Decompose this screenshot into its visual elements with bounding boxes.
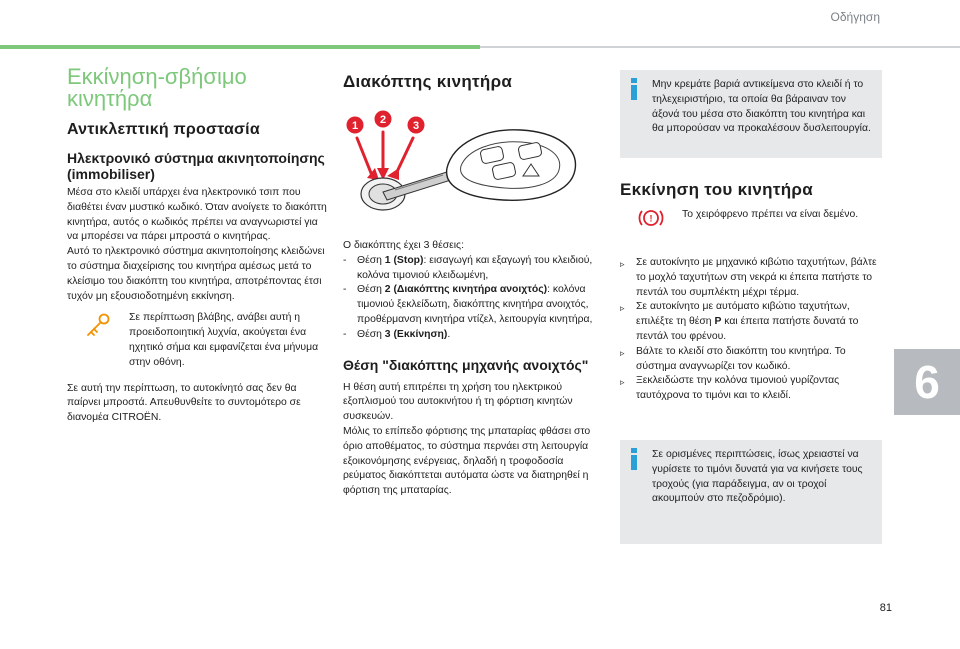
- key-fob: [447, 130, 576, 200]
- fault-note: [67, 311, 329, 370]
- positions-intro: Ο διακόπτης έχει 3 θέσεις:: [343, 240, 464, 251]
- info-icon: [630, 448, 652, 536]
- position-label: 3 (Εκκίνηση): [384, 328, 448, 340]
- info-box-wheels-container: [620, 440, 882, 544]
- callout-2-label: 2: [379, 114, 387, 126]
- bullet-arrow-icon: ▹: [620, 259, 625, 269]
- list-item: [343, 254, 605, 284]
- list-item: [620, 345, 882, 375]
- step-text: Σε αυτοκίνητο με αυτόματο κιβώτιο ταχυτήτων, επιλέξτε τη θέση P και έπειτα πατήστε δυνατά το πεντάλ του φρένου.: [636, 301, 859, 342]
- ignition-positions: [343, 239, 605, 499]
- ignition-switch-heading: Διακόπτης κινητήρα: [343, 72, 513, 91]
- antitheft-heading: Αντικλεπτική προστασία: [67, 121, 260, 138]
- list-dash: -: [343, 284, 347, 296]
- position-label: 1 (Stop): [384, 254, 424, 266]
- list-item: [620, 374, 882, 404]
- accessory-position-heading: Θέση "διακόπτης μηχανής ανοιχτός": [343, 356, 589, 373]
- list-item: [620, 256, 882, 300]
- immobiliser-paragraph-2: Αυτό το ηλεκτρονικό σύστημα ακινητοποίησης κλειδώνει το σύστημα διαχείρισης του κινητήρα αμέσως μετά το κλείσιμο του διακόπτη του κινητήρα, αποτρέποντας έτσι τυχόν μη εξουσιοδοτημένη εκκίνηση.: [67, 246, 325, 302]
- header-accent-bar: [0, 45, 480, 49]
- column-ignition-heading: [343, 66, 605, 92]
- gear-position-letter: P: [714, 316, 722, 328]
- list-item: [620, 300, 882, 344]
- callout-3: [408, 117, 425, 134]
- engine-start-heading: Εκκίνηση του κινητήρα: [620, 180, 813, 199]
- section-name: Οδήγηση: [830, 10, 880, 24]
- info-icon: [630, 78, 652, 150]
- position-description: : κολόνα τιμονιού ξεκλείδωτη, διακόπτης κινητήρα ανοιχτός, προθέρμανση κινητήρα ντίζελ, λειτουργία κινητήρα,: [357, 284, 593, 325]
- accessory-paragraph-2: Μόλις το επίπεδο φόρτισης της μπαταρίας φθάσει στο όριο αποθέματος, το σύστημα περνάει στη λειτουργία εξοικονόμησης ενέργειας, δηλαδή η τροφοδοσία ρεύματος διακόπτεται αυτόματα ώστε να διατηρηθεί η φόρτιση της μπαταρίας.: [343, 425, 591, 497]
- list-item: [343, 328, 605, 343]
- immobiliser-paragraph-1: Μέσα στο κλειδί υπάρχει ένα ηλεκτρονικό τσιπ που διαθέτει έναν μυστικό κωδικό. Όταν ανοίγετε το διακόπτη κινητήρα, αυτός ο κωδικός πρέπει να αναγνωριστεί για να μπορέσει να πάρει μπροστά ο κινητήρας.: [67, 187, 327, 243]
- bullet-arrow-icon: ▹: [620, 303, 625, 314]
- column-starting: [620, 70, 882, 404]
- column-antitheft: [67, 66, 329, 426]
- start-steps: [620, 256, 882, 404]
- step-text: Ξεκλειδώστε την κολόνα τιμονιού γυρίζοντας ταυτόχρονα το τιμόνι και το κλειδί.: [636, 375, 840, 402]
- info-text-wheels: Σε ορισμένες περιπτώσεις, ίσως χρειαστεί να γυρίσετε το τιμόνι δυνατά για να κινήσετε τους τροχούς (για παράδειγμα, αν οι τροχοί ακουμπούν στο πεζοδρόμιο).: [652, 449, 863, 505]
- position-prefix: Θέση: [357, 284, 385, 296]
- svg-text:!: !: [649, 213, 653, 224]
- callout-1-label: 1: [351, 120, 359, 132]
- step-text: Βάλτε το κλειδί στο διακόπτη του κινητήρα. Το σύστημα αναγνωρίζει τον κωδικό.: [636, 345, 846, 372]
- positions-list: [343, 254, 605, 343]
- callout-3-label: 3: [412, 120, 420, 132]
- ignition-key-diagram: [343, 108, 605, 220]
- fault-note-text: Σε περίπτωση βλάβης, ανάβει αυτή η προειδοποιητική λυχνία, ακούγεται ένα ηχητικό σήμα και εμφανίζεται ένα μήνυμα στην οθόνη.: [129, 312, 319, 368]
- accessory-paragraph-1: Η θέση αυτή επιτρέπει τη χρήση του ηλεκτρικού εξοπλισμού του αυτοκινήτου ή τη φόρτιση κινητών συσκευών.: [343, 381, 573, 423]
- callout-2: [375, 111, 392, 128]
- bullet-arrow-icon: ▹: [620, 347, 625, 358]
- info-box-heavy-objects: [620, 70, 882, 158]
- chapter-tab: [894, 349, 960, 415]
- step-text: Σε αυτοκίνητο με μηχανικό κιβώτιο ταχυτήτων, βάλτε το μοχλό ταχυτήτων στη νεκρά κι έπειτα πατήστε το πεντάλ του συμπλέκτη μέχρι τέρμα.: [636, 257, 877, 298]
- callout-1: [347, 117, 364, 134]
- chapter-number: 6: [914, 356, 940, 408]
- handbrake-note: [620, 208, 882, 228]
- immobiliser-paragraph-3: Σε αυτή την περίπτωση, το αυτοκίνητό σας δεν θα παίρνει μπροστά. Απευθυνθείτε το συντομότερο σε διανομέα CITROËN.: [67, 382, 301, 424]
- list-dash: -: [343, 254, 347, 266]
- list-dash: -: [343, 328, 347, 340]
- handbrake-warning-icon: [620, 208, 682, 228]
- ignition-key-illustration: [343, 108, 605, 220]
- handbrake-note-text: Το χειρόφρενο πρέπει να είναι δεμένο.: [682, 209, 859, 220]
- position-description: .: [447, 328, 451, 340]
- immobiliser-heading: Ηλεκτρονικό σύστημα ακινητοποίησης (immobiliser): [67, 150, 325, 182]
- header-rule: [480, 46, 960, 48]
- page-number: 81: [879, 602, 892, 614]
- position-prefix: Θέση: [357, 328, 385, 340]
- info-text-heavy-objects: Μην κρεμάτε βαριά αντικείμενα στο κλειδί ή το τηλεχειριστήριο, τα οποία θα βάραιναν τον άξονά του μέσα στο διακόπτη του κινητήρα και θα μπορούσαν να προκαλέσουν δυσλειτουργία.: [652, 79, 871, 135]
- key-warning-icon: [67, 311, 129, 370]
- position-label: 2 (Διακόπτης κινητήρα ανοιχτός): [384, 284, 548, 296]
- list-item: [343, 283, 605, 327]
- page-title: Εκκίνηση-σβήσιμο κινητήρα: [67, 64, 247, 111]
- position-description: : εισαγωγή και εξαγωγή του κλειδιού, κολόνα τιμονιού κλειδωμένη,: [357, 254, 593, 281]
- info-box-wheels: [620, 440, 882, 544]
- position-prefix: Θέση: [357, 254, 385, 266]
- bullet-arrow-icon: ▹: [620, 377, 625, 388]
